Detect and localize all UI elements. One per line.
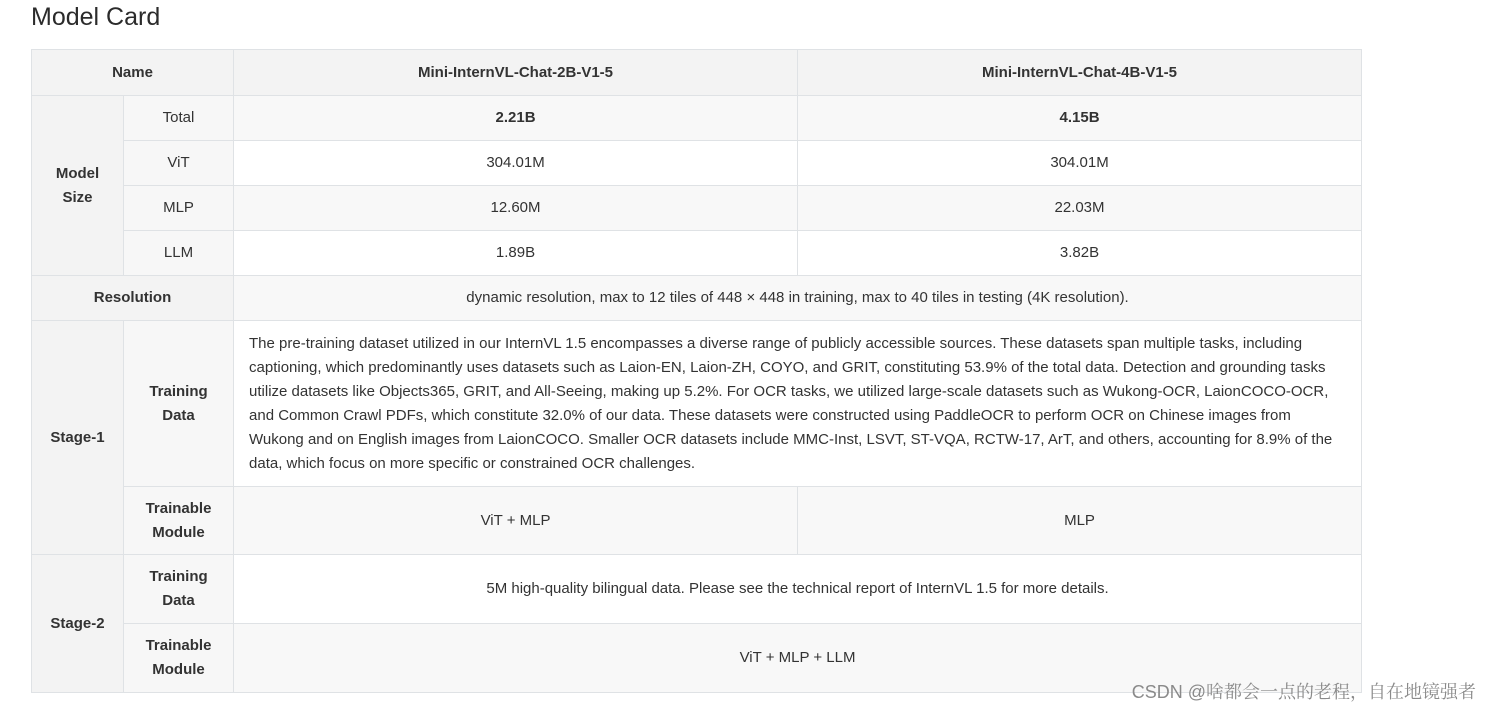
csdn-watermark: CSDN @啥都会一点的老程，自在地镜强者 — [1131, 682, 1476, 702]
stage1-trainable-4b: MLP — [798, 487, 1362, 555]
page-title: Model Card — [31, 3, 161, 31]
total-4b: 4.15B — [798, 96, 1362, 141]
stage2-trainable: ViT + MLP + LLM — [234, 624, 1362, 693]
table-row-stage2-training — [32, 555, 1362, 624]
stage2-training-data-label: Training Data — [124, 555, 234, 624]
stage2-label: Stage-2 — [32, 555, 124, 693]
mlp-2b: 12.60M — [234, 186, 798, 231]
row-label-vit: ViT — [124, 141, 234, 186]
table-row-llm — [32, 231, 1362, 276]
table-row-stage1-training — [32, 321, 1362, 487]
vit-4b: 304.01M — [798, 141, 1362, 186]
stage2-training-data: 5M high-quality bilingual data. Please see the technical report of InternVL 1.5 for more details. — [234, 555, 1362, 624]
mlp-4b: 22.03M — [798, 186, 1362, 231]
llm-4b: 3.82B — [798, 231, 1362, 276]
header-model-2b: Mini-InternVL-Chat-2B-V1-5 — [234, 50, 798, 96]
stage1-label: Stage-1 — [32, 321, 124, 555]
llm-2b: 1.89B — [234, 231, 798, 276]
stage1-trainable-label: Trainable Module — [124, 487, 234, 555]
table-row-total — [32, 96, 1362, 141]
table-row-resolution — [32, 276, 1362, 321]
table-row-vit — [32, 141, 1362, 186]
total-2b: 2.21B — [234, 96, 798, 141]
stage1-trainable-2b: ViT + MLP — [234, 487, 798, 555]
table-row-mlp — [32, 186, 1362, 231]
row-label-total: Total — [124, 96, 234, 141]
row-label-llm: LLM — [124, 231, 234, 276]
header-name: Name — [32, 50, 234, 96]
model-size-label: Model Size — [32, 96, 124, 276]
row-label-mlp: MLP — [124, 186, 234, 231]
table-row-stage1-trainable — [32, 487, 1362, 555]
stage2-trainable-label: Trainable Module — [124, 624, 234, 693]
resolution-label: Resolution — [32, 276, 234, 321]
header-model-4b: Mini-InternVL-Chat-4B-V1-5 — [798, 50, 1362, 96]
stage1-training-data-label: Training Data — [124, 321, 234, 487]
table-header-row — [32, 50, 1362, 96]
resolution-value: dynamic resolution, max to 12 tiles of 448 × 448 in training, max to 40 tiles in testing (4K resolution). — [234, 276, 1362, 321]
vit-2b: 304.01M — [234, 141, 798, 186]
model-card-table — [31, 49, 1362, 693]
stage1-training-data: The pre-training dataset utilized in our InternVL 1.5 encompasses a diverse range of publicly accessible sources. These datasets span multiple tasks, including captioning, which predominantly uses datasets such as Laion-EN, Laion-ZH, COYO, and GRIT, constituting 53.9% of the total data. Detection and grounding tasks utilize datasets like Objects365, GRIT, and All-Seeing, making up 5.2%. For OCR tasks, we utilized large-scale datasets such as Wukong-OCR, LaionCOCO-OCR, and Common Crawl PDFs, which constitute 32.0% of our data. These datasets were constructed using PaddleOCR to perform OCR on Chinese images from Wukong and on English images from LaionCOCO. Smaller OCR datasets include MMC-Inst, LSVT, ST-VQA, RCTW-17, ArT, and others, accounting for 8.9% of the data, which focus on more specific or constrained OCR challenges. — [234, 321, 1362, 487]
